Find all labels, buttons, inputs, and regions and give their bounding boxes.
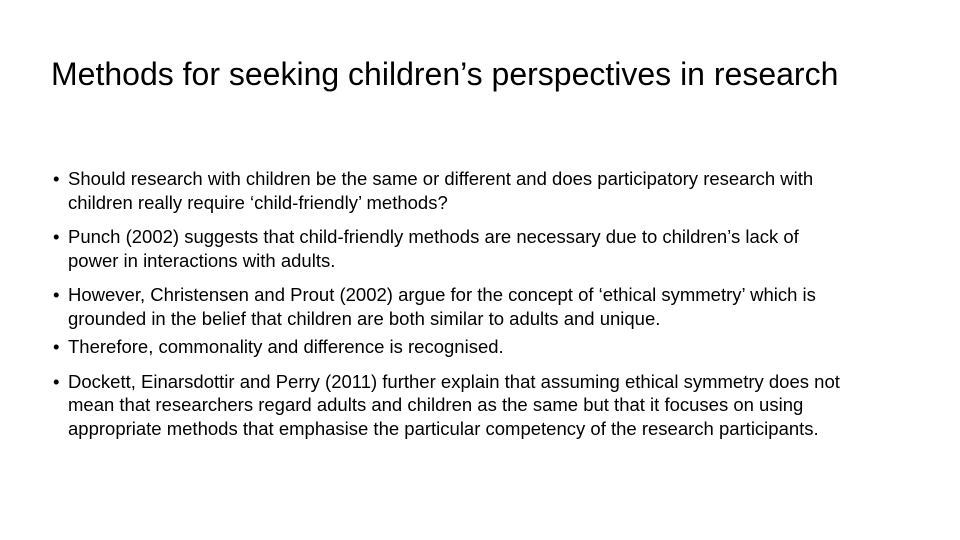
bullet-item [51,225,841,272]
bullet-list [51,167,841,451]
bullet-item [51,370,841,441]
bullet-marker: • [53,284,60,305]
bullet-text: Punch (2002) suggests that child-friendly methods are necessary due to children’s lack of power in interactions with adults. [68,226,799,271]
bullet-item [51,167,841,214]
bullet-text: Dockett, Einarsdottir and Perry (2011) further explain that assuming ethical symmetry does not mean that researchers regard adults and children as the same but that it focuses on using appropriate methods that emphasise the particular competency of the research participants. [68,370,840,439]
bullet-item [51,283,841,330]
bullet-text: However, Christensen and Prout (2002) argue for the concept of ‘ethical symmetry’ which is grounded in the belief that children are both similar to adults and unique. [68,284,816,329]
bullet-marker: • [53,336,60,357]
bullet-marker: • [53,370,60,392]
bullet-marker: • [53,168,60,189]
slide-title: Methods for seeking children’s perspectives in research [51,56,839,92]
bullet-marker: • [53,226,60,247]
bullet-text: Should research with children be the same or different and does participatory research with children really require ‘child-friendly’ methods? [68,168,814,213]
bullet-text: Therefore, commonality and difference is recognised. [68,336,504,357]
bullet-item [51,335,841,359]
